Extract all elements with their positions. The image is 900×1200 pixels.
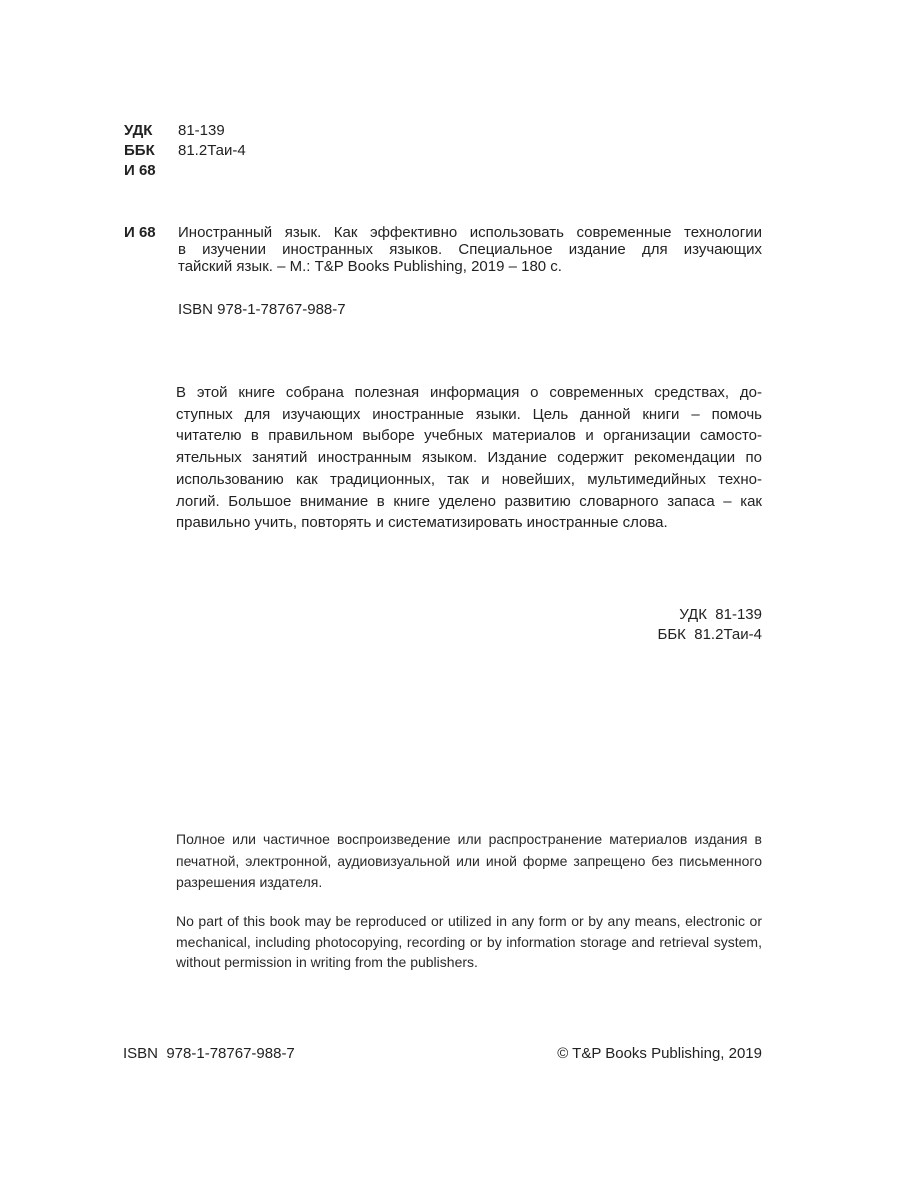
udk-label: УДК <box>124 122 153 139</box>
annotation-line: логий. Большое внимание в книге уделено развитию словарного запаса – как <box>176 492 762 510</box>
annotation-line: В этой книге собрана полезная информация о современных средствах, до- <box>176 384 762 401</box>
copyright-ru-line: Полное или частичное воспроизведение или распространение материалов издания в <box>176 831 762 847</box>
bbk-label: ББК <box>124 142 155 159</box>
annotation-line: читателю в правильном выборе учебных материалов и организации самосто- <box>176 427 762 445</box>
isbn-line: ISBN 978-1-78767-988-7 <box>178 301 346 318</box>
catalog-entry-text <box>178 224 762 275</box>
bbk-value: 81.2Таи-4 <box>178 142 246 159</box>
annotation-line: правильно учить, повторять и систематизировать иностранные слова. <box>176 514 668 532</box>
right-codes-block <box>657 605 762 644</box>
catalog-entry-label: И 68 <box>124 224 156 241</box>
annotation-line: использованию как традиционных, так и новейших, мультимедийных техно- <box>176 470 762 488</box>
copyright-ru-line: разрешения издателя. <box>176 874 323 890</box>
footer-publisher: © T&P Books Publishing, 2019 <box>557 1045 762 1062</box>
copyright-en-line: mechanical, including photocopying, recording or by information storage and retrieval system, <box>176 933 762 950</box>
copyright-notice-en <box>176 911 762 973</box>
top-codes-block <box>124 121 246 181</box>
catalog-line: в изучении иностранных языков. Специальное издание для изучающих <box>178 241 762 258</box>
catalog-line: Иностранный язык. Как эффективно использовать современные технологии <box>178 224 762 241</box>
copyright-ru-line: печатной, электронной, аудиовизуальной или иной форме запрещено без письменного <box>176 852 762 869</box>
udk-row <box>124 121 246 141</box>
bbk-right: ББК 81.2Таи-4 <box>657 625 762 643</box>
author-sign-row <box>124 161 246 181</box>
copyright-en-line: No part of this book may be reproduced or utilized in any form or by any means, electronic or <box>176 913 762 929</box>
annotation-line: ступных для изучающих иностранные языки. Цель данной книги – помочь <box>176 405 762 423</box>
bbk-row <box>124 141 246 161</box>
annotation-line: ятельных занятий иностранным языком. Издание содержит рекомендации по <box>176 449 762 467</box>
footer-row <box>123 1044 762 1064</box>
copyright-en-line: without permission in writing from the publishers. <box>176 954 478 971</box>
footer-isbn: ISBN 978-1-78767-988-7 <box>123 1045 295 1062</box>
author-sign-label: И 68 <box>124 162 156 179</box>
udk-right: УДК 81-139 <box>679 606 762 623</box>
copyright-notice-ru <box>176 829 762 894</box>
annotation-paragraph <box>176 382 762 534</box>
catalog-line: тайский язык. – М.: T&P Books Publishing, 2019 – 180 с. <box>178 258 562 275</box>
udk-value: 81-139 <box>178 122 225 139</box>
